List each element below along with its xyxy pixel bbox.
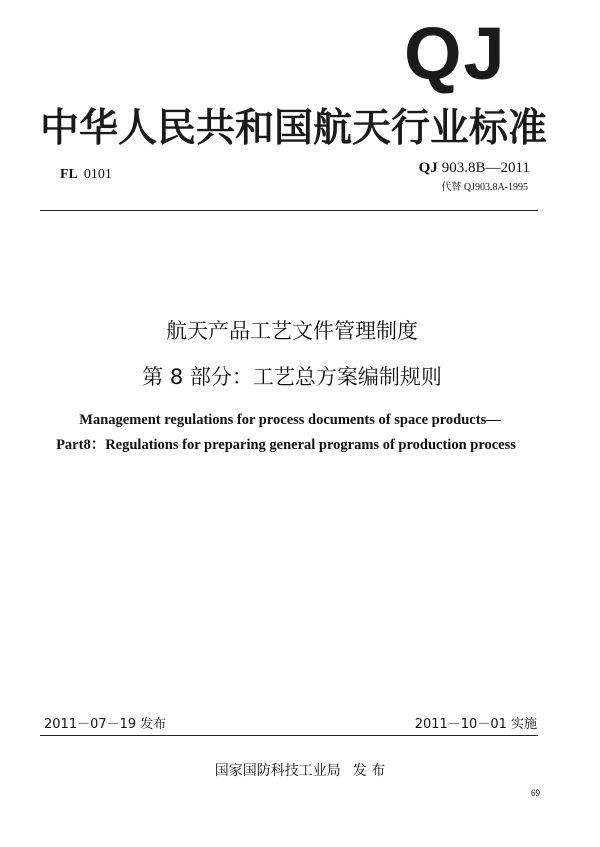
classification-code bbox=[60, 167, 112, 183]
qj-logo: QJ bbox=[404, 12, 507, 95]
publish-date: 2011－07－19 发布 bbox=[44, 717, 167, 732]
chinese-title-line-1: 航天产品工艺文件管理制度 bbox=[166, 319, 418, 343]
replaces-standard: 代替 QJ903.8A-1995 bbox=[441, 182, 528, 193]
classification-value: 0101 bbox=[83, 167, 112, 182]
chinese-title-line-2: 第 8 部分：工艺总方案编制规则 bbox=[142, 365, 442, 389]
page-number: 69 bbox=[531, 788, 540, 798]
english-title-line-2: Part8：Regulations for preparing general programs of production process bbox=[56, 437, 516, 453]
footer-divider bbox=[40, 735, 538, 736]
standard-number-value: 903.8B—2011 bbox=[441, 160, 530, 176]
standard-category-title: 中华人民共和国航天行业标准 bbox=[40, 106, 548, 151]
classification-label: FL bbox=[60, 167, 78, 182]
issuer-name: 国家国防科技工业局 bbox=[214, 763, 341, 779]
header-divider bbox=[40, 210, 538, 211]
issuing-authority bbox=[0, 760, 600, 780]
english-title-line-1: Management regulations for process documents of space products— bbox=[79, 412, 501, 428]
issuer-verb: 发 布 bbox=[352, 763, 386, 779]
standard-number bbox=[419, 160, 530, 177]
standard-number-label: QJ bbox=[418, 160, 438, 176]
implementation-date: 2011－10－01 实施 bbox=[414, 717, 537, 732]
